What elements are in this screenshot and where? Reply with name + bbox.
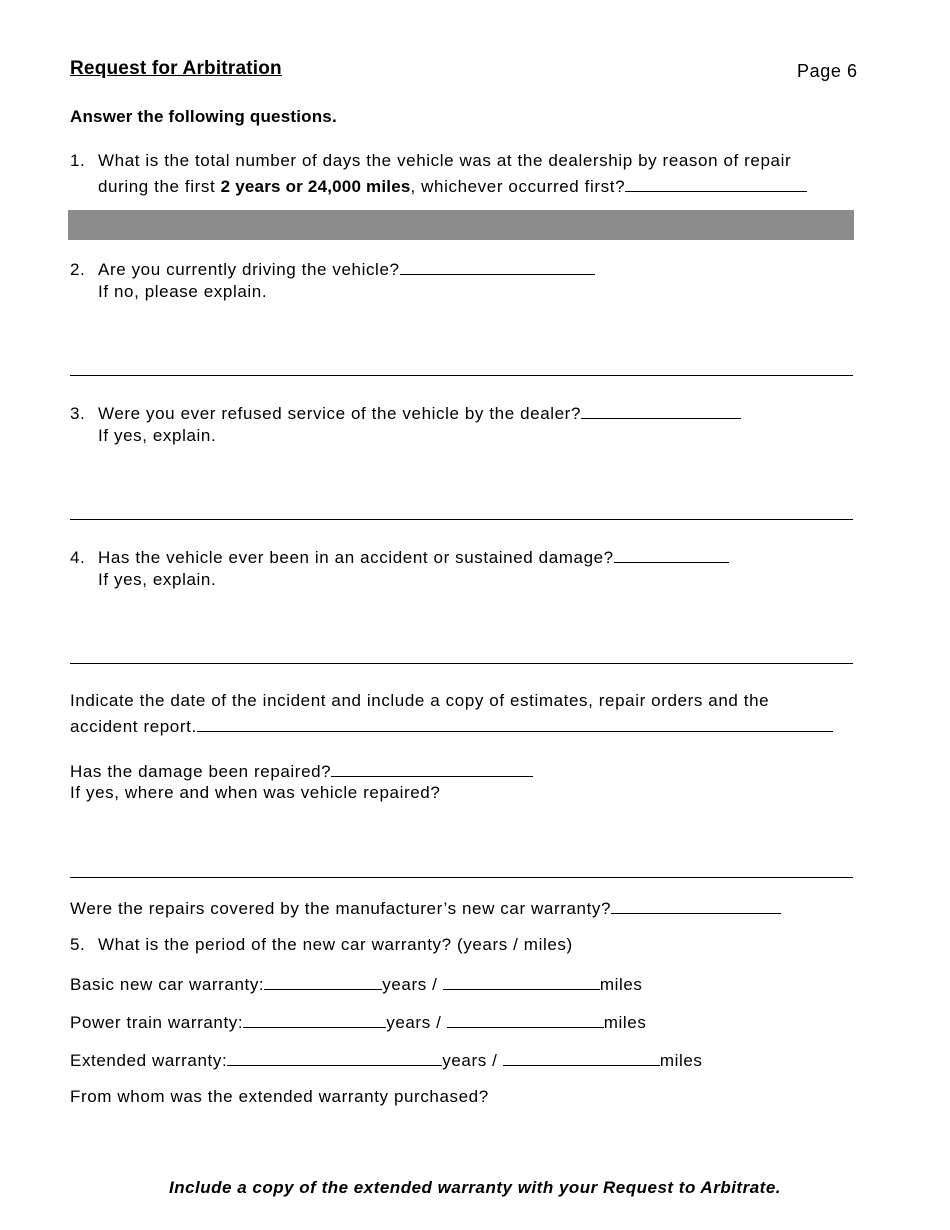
q4-followup: If yes, explain. <box>98 570 217 589</box>
basic-miles-unit: miles <box>599 975 643 994</box>
q4-line <box>70 545 729 569</box>
q5-question: What is the period of the new car warranty? (years / miles) <box>98 935 573 954</box>
covered-question: Were the repairs covered by the manufacturer’s new car warranty? <box>70 899 612 918</box>
q2-question: Are you currently driving the vehicle? <box>98 260 400 279</box>
q5-line <box>70 934 573 956</box>
powertrain-years-field[interactable] <box>243 1010 386 1028</box>
q1-text-suffix: , whichever occurred first? <box>410 177 626 196</box>
q3-answer-field[interactable] <box>581 401 741 419</box>
q1-days-field[interactable] <box>625 174 807 192</box>
q4-question: Has the vehicle ever been in an accident or sustained damage? <box>98 548 614 567</box>
q4-answer-field[interactable] <box>614 545 729 563</box>
q1-number: 1. <box>70 151 86 170</box>
q1-text-bold: 2 years or 24,000 miles <box>220 177 411 196</box>
page-number: Page 6 <box>797 61 858 81</box>
q2-answer-field[interactable] <box>400 257 595 275</box>
q3-explanation-line[interactable] <box>70 519 853 520</box>
incident-date-field[interactable] <box>197 714 833 732</box>
basic-warranty-label: Basic new car warranty: <box>70 975 265 994</box>
instructions: Answer the following questions. <box>70 107 337 126</box>
q1-text-line1: What is the total number of days the vehicle was at the dealership by reason of repair <box>98 151 792 170</box>
basic-miles-field[interactable] <box>443 972 600 990</box>
incident-line1: Indicate the date of the incident and include a copy of estimates, repair orders and the <box>70 691 770 710</box>
extended-miles-unit: miles <box>659 1051 703 1070</box>
extended-warranty-label: Extended warranty: <box>70 1051 228 1070</box>
q4-number: 4. <box>70 548 86 567</box>
shaded-divider-bar <box>68 210 854 240</box>
basic-years-field[interactable] <box>264 972 382 990</box>
repaired-followup: If yes, where and when was vehicle repaired? <box>70 783 441 802</box>
basic-warranty-row <box>70 972 642 996</box>
extended-warranty-row <box>70 1048 703 1072</box>
page-title: Request for Arbitration <box>70 58 282 79</box>
powertrain-warranty-row <box>70 1010 646 1034</box>
q2-followup: If no, please explain. <box>98 282 268 301</box>
incident-text: accident report. <box>70 717 197 736</box>
powertrain-miles-unit: miles <box>603 1013 647 1032</box>
extended-years-field[interactable] <box>227 1048 442 1066</box>
q2-explanation-line[interactable] <box>70 375 853 376</box>
q3-line <box>70 401 741 425</box>
q1-line1 <box>70 150 791 172</box>
covered-answer-field[interactable] <box>611 896 781 914</box>
q1-text-prefix: during the first <box>98 177 221 196</box>
powertrain-years-unit: years / <box>386 1013 442 1032</box>
powertrain-miles-field[interactable] <box>447 1010 604 1028</box>
purchased-question: From whom was the extended warranty purchased? <box>70 1087 489 1106</box>
repair-details-line[interactable] <box>70 877 853 878</box>
q2-number: 2. <box>70 260 86 279</box>
q3-number: 3. <box>70 404 86 423</box>
basic-years-unit: years / <box>382 975 438 994</box>
footer-note: Include a copy of the extended warranty with your Request to Arbitrate. <box>168 1178 782 1197</box>
repaired-question: Has the damage been repaired? <box>70 762 332 781</box>
extended-years-unit: years / <box>442 1051 498 1070</box>
q3-followup: If yes, explain. <box>98 426 217 445</box>
repaired-line <box>70 759 533 783</box>
q5-number: 5. <box>70 935 86 954</box>
q4-explanation-line[interactable] <box>70 663 853 664</box>
extended-miles-field[interactable] <box>503 1048 660 1066</box>
powertrain-warranty-label: Power train warranty: <box>70 1013 244 1032</box>
q3-question: Were you ever refused service of the vehicle by the dealer? <box>98 404 581 423</box>
q1-line2 <box>98 174 807 198</box>
incident-line2 <box>70 714 833 738</box>
covered-line <box>70 896 781 920</box>
q2-line <box>70 257 595 281</box>
repaired-answer-field[interactable] <box>331 759 533 777</box>
